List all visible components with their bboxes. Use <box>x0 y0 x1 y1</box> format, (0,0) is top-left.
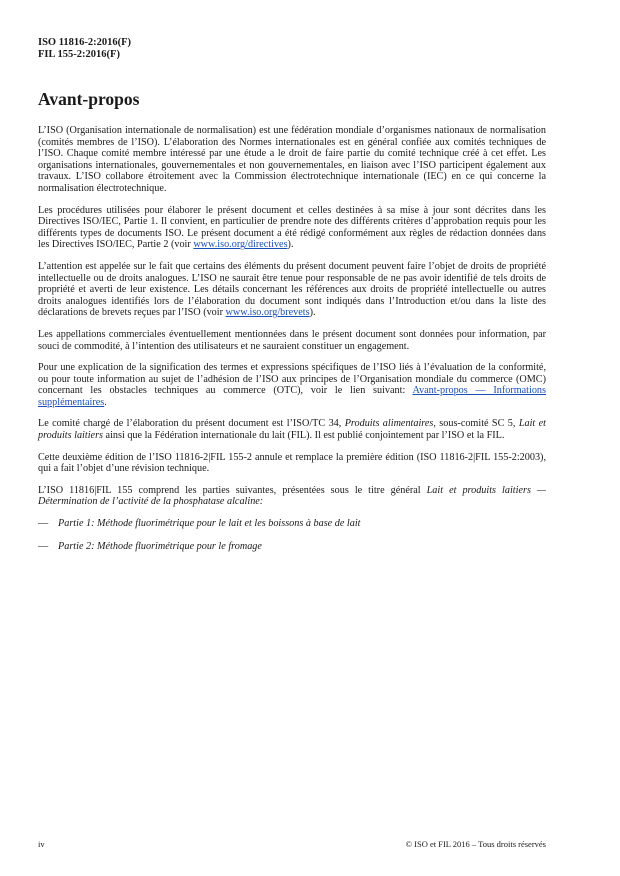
list-item-text: Partie 2: Méthode fluorimétrique pour le fromage <box>58 540 262 552</box>
paragraph-procedures-text: Les procédures utilisées pour élaborer le présent document et celles destinées à sa mise à jour sont décrites dans les Directives ISO/IEC, Partie 1. Il convient, en particulier de prendre note des différents critères d’approbation requis pour les différents types de documents ISO. Le présent document a été rédigé conformément aux règles de rédaction données dans les Directives ISO/IEC, Partie 2 (voir <box>38 204 546 251</box>
paragraph-parts <box>38 485 546 508</box>
list-item-text: Partie 1: Méthode fluorimétrique pour le lait et les boissons à base de lait <box>58 518 361 530</box>
paragraph-iso-intro: L’ISO (Organisation internationale de normalisation) est une fédération mondiale d’organismes nationaux de normalisation (comités membres de l’ISO). L’élaboration des Normes internationales est en général confiée aux comités techniques de l’ISO. Chaque comité membre intéressé par une étude a le droit de faire partie du comité technique créé à cet effet. Les organisations internationales, gouvernementales et non gouvernementales, en liaison avec l’ISO participent également aux travaux. L’ISO collabore étroitement avec la Commission électrotechnique internationale (IEC) en ce qui concerne la normalisation électrotechnique. <box>38 125 546 194</box>
page-number: iv <box>38 839 45 849</box>
list-item <box>38 518 546 530</box>
paragraph-trade-names: Les appellations commerciales éventuellement mentionnées dans le présent document sont données pour information, par souci de commodité, à l’intention des utilisateurs et ne sauraient constituer un engagement. <box>38 328 546 352</box>
foreword-body <box>38 125 546 563</box>
supplementary-info-link[interactable]: Avant-propos — Informations supplémentaires <box>38 385 546 408</box>
page-footer <box>38 839 546 849</box>
parts-general-title: Lait et produits laitiers — Détermination de l’activité de la phosphatase alcaline: <box>38 484 546 508</box>
paragraph-conformity-text: Pour une explication de la signification des termes et expressions spécifiques de l’ISO liés à l’évaluation de la conformité, ou pour toute information au sujet de l’adhésion de l’ISO aux principes de l’Organisation mondiale du commerce (OMC) concernant les obstacles techniques au commerce (OTC), voir le lien suivant: <box>38 362 546 397</box>
paragraph-parts-text: L’ISO 11816|FIL 155 comprend les parties suivantes, présentées sous le titre général <box>38 484 427 496</box>
paragraph-committee <box>38 418 546 441</box>
header-fil-reference: FIL 155-2:2016(F) <box>38 49 120 60</box>
page-title: Avant-propos <box>38 89 140 109</box>
paragraph-patents-end: ). <box>309 307 316 319</box>
committee-sc-name: Lait et produits laitiers <box>38 418 546 442</box>
list-dash: — <box>38 540 49 552</box>
paragraph-procedures-end: ). <box>287 239 294 251</box>
list-item <box>38 541 546 553</box>
header-iso-reference: ISO 11816-2:2016(F) <box>38 37 132 48</box>
patents-link[interactable]: www.iso.org/brevets <box>225 307 310 319</box>
list-dash: — <box>38 518 49 530</box>
paragraph-procedures <box>38 205 546 251</box>
paragraph-conformity <box>38 362 546 408</box>
paragraph-committee-b: , sous-comité SC 5, <box>433 418 519 430</box>
copyright-notice: © ISO et FIL 2016 – Tous droits réservés <box>405 839 546 849</box>
document-header <box>38 37 131 61</box>
paragraph-committee-a: Le comité chargé de l’élaboration du présent document est l’ISO/TC 34, <box>38 418 345 430</box>
paragraph-edition: Cette deuxième édition de l’ISO 11816-2|FIL 155-2 annule et remplace la première édition (ISO 11816-2|FIL 155-2:2003), qui a fait l’objet d’une révision technique. <box>38 451 546 475</box>
paragraph-patents-text: L’attention est appelée sur le fait que certains des éléments du présent document peuvent faire l’objet de droits de propriété intellectuelle ou de droits analogues. L’ISO ne saurait être tenue pour responsable de ne pas avoir identifié de tels droits de propriété et averti de leur existence. Les détails concernant les références aux droits de propriété intellectuelle ou autres droits analogues identifiés lors de l’élaboration du document sont indiqués dans l’Introduction et/ou dans la liste des déclarations de brevets reçues par l’ISO (voir <box>38 260 546 319</box>
paragraph-conformity-end: . <box>104 396 107 408</box>
committee-tc-name: Produits alimentaires <box>344 418 434 430</box>
paragraph-committee-c: ainsi que la Fédération internationale du lait (FIL). Il est publié conjointement par l’ISO et la FIL. <box>103 430 505 442</box>
directives-link[interactable]: www.iso.org/directives <box>193 239 288 251</box>
paragraph-patents <box>38 261 546 319</box>
